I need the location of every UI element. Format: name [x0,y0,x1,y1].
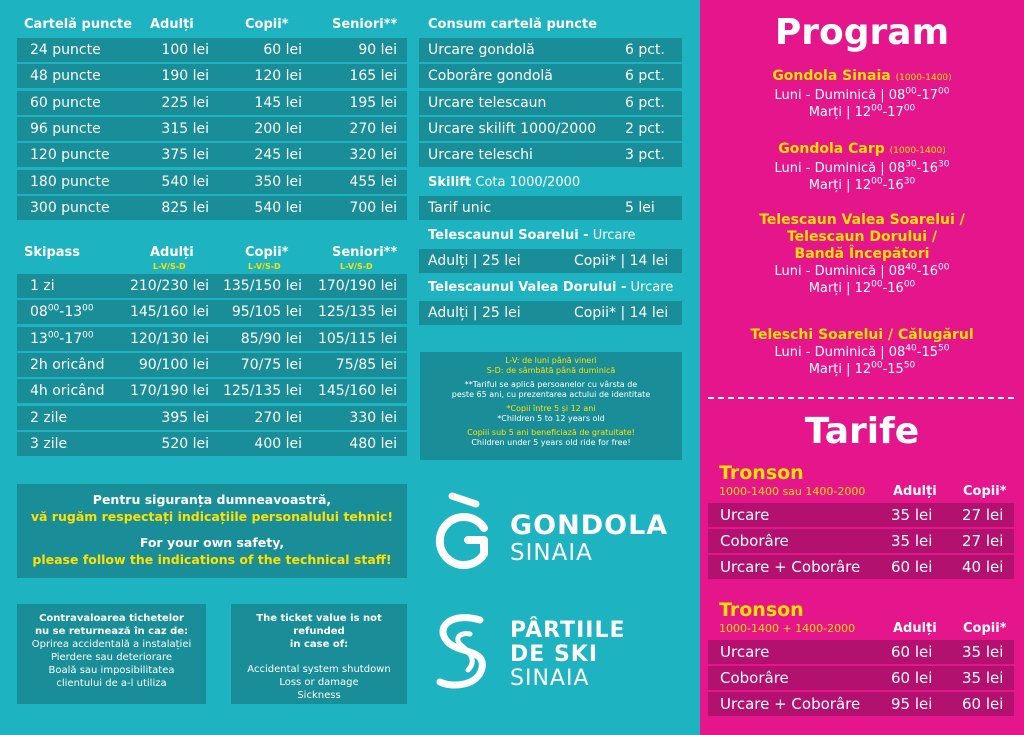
ts-dorului-title [428,280,673,295]
tronson-header-child: Copii* [963,484,1007,499]
program-block-name [700,141,1024,160]
flat-rate-value: 5 lei [625,200,655,216]
program-name: Gondola Carp [778,141,885,157]
card-cell: 100 lei [161,42,209,58]
skipass-cell: 135/150 lei [222,278,302,294]
card-cell: 145 lei [254,94,302,111]
skipass-cell: 270 lei [254,409,302,426]
ts-soarelui-child: Copii* | 14 lei [574,253,669,269]
consumption-value: 6 pct. [625,68,665,85]
skipass-header-adult: Adulți [150,245,194,260]
partii-logo-text-1: PÂRTIILE [510,618,626,643]
program-hours-weekly: Luni - Duminică | $08^{00}-17^{00}$ [774,86,950,103]
skipass-cell: 145/160 lei [317,383,397,400]
gondola-logo-text-2: SINAIA [510,540,593,566]
consumption-label: Urcare teleschi [428,147,533,164]
consumption-row [419,143,682,167]
tronson-title: Tronson [719,462,804,484]
consumption-value: 6 pct. [625,42,665,58]
tronson-row-child: 27 lei [962,532,1004,550]
skipass-cell: 395 lei [161,409,209,426]
skipass-cell: 170/190 lei [129,383,209,400]
partii-logo-text-3: SINAIA [510,666,590,691]
refund-en-box [231,604,407,704]
tronson-row-label: Urcare [720,506,770,524]
program-name-3: Bandă Începători [794,246,930,262]
program-hours-tuesday: Marți | $12^{00}-16^{00}$ [808,279,916,296]
tronson-row [708,640,1014,664]
safety-en-2: please follow the indications of the technical staff! [32,552,392,567]
partii-logo-text-2: DE SKI [510,642,599,667]
skipass-cell: 70/75 lei [240,356,302,373]
program-block-name [700,212,1024,229]
refund-ro-item-4: clientului de a-l utiliza [56,678,167,689]
skilift-rest: Cota 1000/2000 [471,175,581,190]
skipass-cell: $13^{00}-17^{00}$ [30,329,94,347]
flat-rate-row [419,196,682,220]
skipass-cell: 105/115 lei [317,330,397,347]
skipass-sub-senior: L-V/S-D [340,262,373,271]
ts-dorului-bold: Telescaunul Valea Dorului - [428,280,627,295]
card-cell: 180 puncte [30,173,110,190]
program-title: Program [774,12,950,53]
refund-ro-title-2: nu se returnează în caz de: [34,626,189,637]
ts-dorului-row [419,301,682,325]
tronson-row [708,529,1014,553]
ts-dorului-adult: Adulți | 25 lei [428,305,521,321]
legend-box [420,352,682,460]
tronson-row [708,503,1014,527]
legend-weekend: S-D: de sâmbătă până duminică [486,366,616,375]
card-row [17,38,407,62]
skipass-cell: $08^{00}-13^{00}$ [30,303,94,321]
skipass-cell: 330 lei [349,409,397,426]
tronson-row-label: Coborâre [720,532,789,550]
card-row [17,64,407,88]
tronson-row-label: Urcare [720,643,770,661]
card-cell: 320 lei [349,147,397,164]
refund-ro-item-2: Pierdere sau deteriorare [50,652,173,663]
card-cell: 120 puncte [30,147,110,164]
program-altitude: (1000-1400) [889,146,946,156]
tarife-title: Tarife [804,411,920,452]
skipass-cell: 2h oricând [30,356,105,373]
legend-child-en: *Children 5 to 12 years old [497,414,605,423]
program-block [700,327,1024,378]
tronson-row [708,555,1014,579]
skipass-cell: 90/100 lei [138,356,209,373]
consumption-header: Consum cartelă puncte [428,17,598,32]
card-cell: 825 lei [161,199,209,216]
program-hours-tuesday: Marți | $12^{00}-17^{00}$ [808,103,916,120]
card-cell: 300 puncte [30,199,110,216]
card-cell: 200 lei [254,120,302,137]
card-cell: 540 lei [254,199,302,216]
consumption-label: Urcare gondolă [428,42,535,58]
legend-weekday: L-V: de luni până vineri [505,356,597,365]
skipass-row [17,300,407,324]
consumption-label: Urcare telescaun [428,94,547,111]
skipass-cell: 400 lei [254,435,302,452]
skipass-cell: 2 zile [30,409,68,426]
skipass-sub-adult: L-V/S-D [153,262,186,271]
card-row [17,117,407,141]
tronson-row-child: 40 lei [962,558,1004,576]
program-hours-weekly: Luni - Duminică | $08^{30}-16^{30}$ [774,159,950,176]
ts-soarelui-title [428,228,635,243]
refund-ro-box [17,604,206,704]
skipass-cell: 145/160 lei [129,304,209,321]
skipass-cell: 95/105 lei [231,304,302,321]
card-cell: 375 lei [161,147,209,164]
program-hours-tuesday: Marți | $12^{00}-15^{50}$ [808,360,916,377]
program-name-2: Telescaun Dorului / [786,229,938,245]
skipass-cell: 3 zile [30,435,68,452]
ts-soarelui-adult: Adulți | 25 lei [428,253,521,269]
card-cell: 700 lei [349,199,397,216]
card-cell: 24 puncte [30,42,101,58]
tronson-header-child: Copii* [963,621,1007,636]
skipass-header-child: Copii* [245,245,289,260]
tronson-row-label: Urcare + Coborâre [720,695,861,713]
refund-ro-item-3: Boală sau imposibilitatea [48,665,175,676]
ts-dorului-rest: Urcare [626,280,674,295]
tronson-row [708,666,1014,690]
tronson-row-adult: 35 lei [891,506,933,524]
program-block [700,68,1024,121]
skipass-row [17,274,407,298]
card-cell: 455 lei [349,173,397,190]
tronson-range: 1000-1400 + 1400-2000 [719,622,856,635]
card-cell: 96 puncte [30,120,101,137]
refund-en-item-2: Loss or damage [279,677,359,688]
card-header-adult: Adulți [150,17,194,32]
ts-soarelui-row [419,249,682,273]
skipass-cell: 520 lei [161,435,209,452]
skipass-header-senior: Seniori** [332,245,398,260]
card-cell: 48 puncte [30,68,101,85]
skipass-cell: 125/135 lei [317,304,397,321]
consumption-value: 3 pct. [625,147,665,164]
program-hours-tuesday: Marți | $12^{00}-16^{30}$ [808,176,916,193]
safety-ro-2: vă rugăm respectați indicațiile personalului tehnic! [30,509,394,524]
skipass-cell: 125/135 lei [222,383,302,400]
card-header-senior: Seniori** [332,17,398,32]
card-header-child: Copii* [245,17,289,32]
card-cell: 195 lei [349,94,397,111]
safety-ro-1: Pentru siguranța dumneavoastră, [92,492,332,507]
program-name: Gondola Sinaia [772,68,891,84]
consumption-label: Urcare skilift 1000/2000 [428,120,597,137]
program-altitude: (1000-1400) [895,73,952,83]
card-cell: 120 lei [254,68,302,85]
skipass-row [17,353,407,377]
consumption-value: 2 pct. [625,120,665,137]
card-row [17,196,407,220]
tronson-row-child: 60 lei [962,695,1004,713]
legend-senior-2: peste 65 ani, cu prezentarea actului de identitate [451,390,651,399]
program-hours-weekly: Luni - Duminică | $08^{40}-15^{50}$ [774,343,950,360]
gondola-logo-text-1: GONDOLA [510,510,669,541]
tronson-row-label: Urcare + Coborâre [720,558,861,576]
skipass-cell: 210/230 lei [129,278,209,294]
ts-dorului-child: Copii* | 14 lei [574,305,669,321]
card-row [17,143,407,167]
legend-child-ro: *Copii între 5 și 12 ani [506,404,596,413]
skipass-cell: 75/85 lei [335,356,397,373]
tronson-row-adult: 60 lei [891,558,933,576]
legend-free-en: Children under 5 years old ride for free! [471,438,631,447]
program-hours-weekly: Luni - Duminică | $08^{40}-16^{00}$ [774,262,950,279]
skipass-row [17,406,407,430]
consumption-row [419,38,682,62]
program-block [700,141,1024,194]
skipass-sub-child: L-V/S-D [248,262,281,271]
card-cell: 245 lei [254,147,302,164]
consumption-row [419,64,682,88]
refund-en-item-3: Sickness [297,690,341,701]
card-cell: 60 lei [263,42,302,58]
card-row [17,170,407,194]
skipass-cell: 4h oricând [30,383,105,400]
card-cell: 165 lei [349,68,397,85]
tronson-row-adult: 35 lei [891,532,933,550]
legend-free-ro: Copiii sub 5 ani beneficiază de gratuitate! [467,428,635,437]
consumption-row [419,91,682,115]
skipass-cell: 1 zi [30,278,55,294]
card-cell: 540 lei [161,173,209,190]
program-block-name [700,327,1024,344]
tronson-title: Tronson [719,599,804,621]
ts-soarelui-rest: Urcare [588,228,636,243]
refund-en-title-1: The ticket value is not refunded [256,613,382,637]
program-block-name [700,68,1024,87]
tronson-row-adult: 60 lei [891,669,933,687]
skilift-bold: Skilift [428,175,472,190]
divider [708,397,1014,399]
safety-en-1: For your own safety, [139,535,285,550]
tronson-row-adult: 95 lei [891,695,933,713]
skipass-row [17,327,407,351]
tronson-row-label: Coborâre [720,669,789,687]
skipass-cell: 85/90 lei [240,330,302,347]
consumption-value: 6 pct. [625,94,665,111]
ts-soarelui-bold: Telescaunul Soarelui - [428,228,589,243]
tronson-range: 1000-1400 sau 1400-2000 [719,485,866,498]
legend-senior-1: **Tariful se aplică persoanelor cu vârsta de [464,380,638,389]
tronson-row-child: 27 lei [962,506,1004,524]
skipass-cell: 480 lei [349,435,397,452]
refund-en-title-2: in case of: [289,639,349,650]
card-cell: 90 lei [358,42,397,58]
card-cell: 315 lei [161,120,209,137]
card-cell: 190 lei [161,68,209,85]
card-row [17,91,407,115]
flat-rate-label: Tarif unic [428,200,492,216]
skipass-cell: 170/190 lei [317,278,397,294]
skilift-title [428,175,580,190]
program-name: Teleschi Soarelui / Călugărul [750,327,974,343]
refund-en-item-1: Accidental system shutdown [247,664,391,675]
tronson-header-adult: Adulți [893,484,937,499]
consumption-row [419,117,682,141]
tronson-row-child: 35 lei [962,643,1004,661]
safety-notice [17,484,407,578]
card-cell: 270 lei [349,120,397,137]
skipass-row [17,379,407,403]
card-cell: 60 puncte [30,94,101,111]
card-cell: 225 lei [161,94,209,111]
skipass-row [17,432,407,456]
tronson-row [708,692,1014,716]
skipass-cell: 120/130 lei [129,330,209,347]
refund-ro-title-1: Contravaloarea tichetelor [39,613,184,624]
tronson-row-child: 35 lei [962,669,1004,687]
card-cell: 350 lei [254,173,302,190]
program-block [700,212,1024,297]
partii-logo-icon [432,612,494,696]
program-name: Telescaun Valea Soarelui / [759,212,965,228]
tronson-row-adult: 60 lei [891,643,933,661]
card-header-type: Cartelă puncte [24,17,133,32]
gondola-logo-icon [432,492,496,574]
tronson-header-adult: Adulți [893,621,937,636]
refund-ro-item-1: Oprirea accidentală a instalației [31,639,192,650]
consumption-label: Coborâre gondolă [428,68,553,85]
skipass-header-type: Skipass [24,245,81,260]
